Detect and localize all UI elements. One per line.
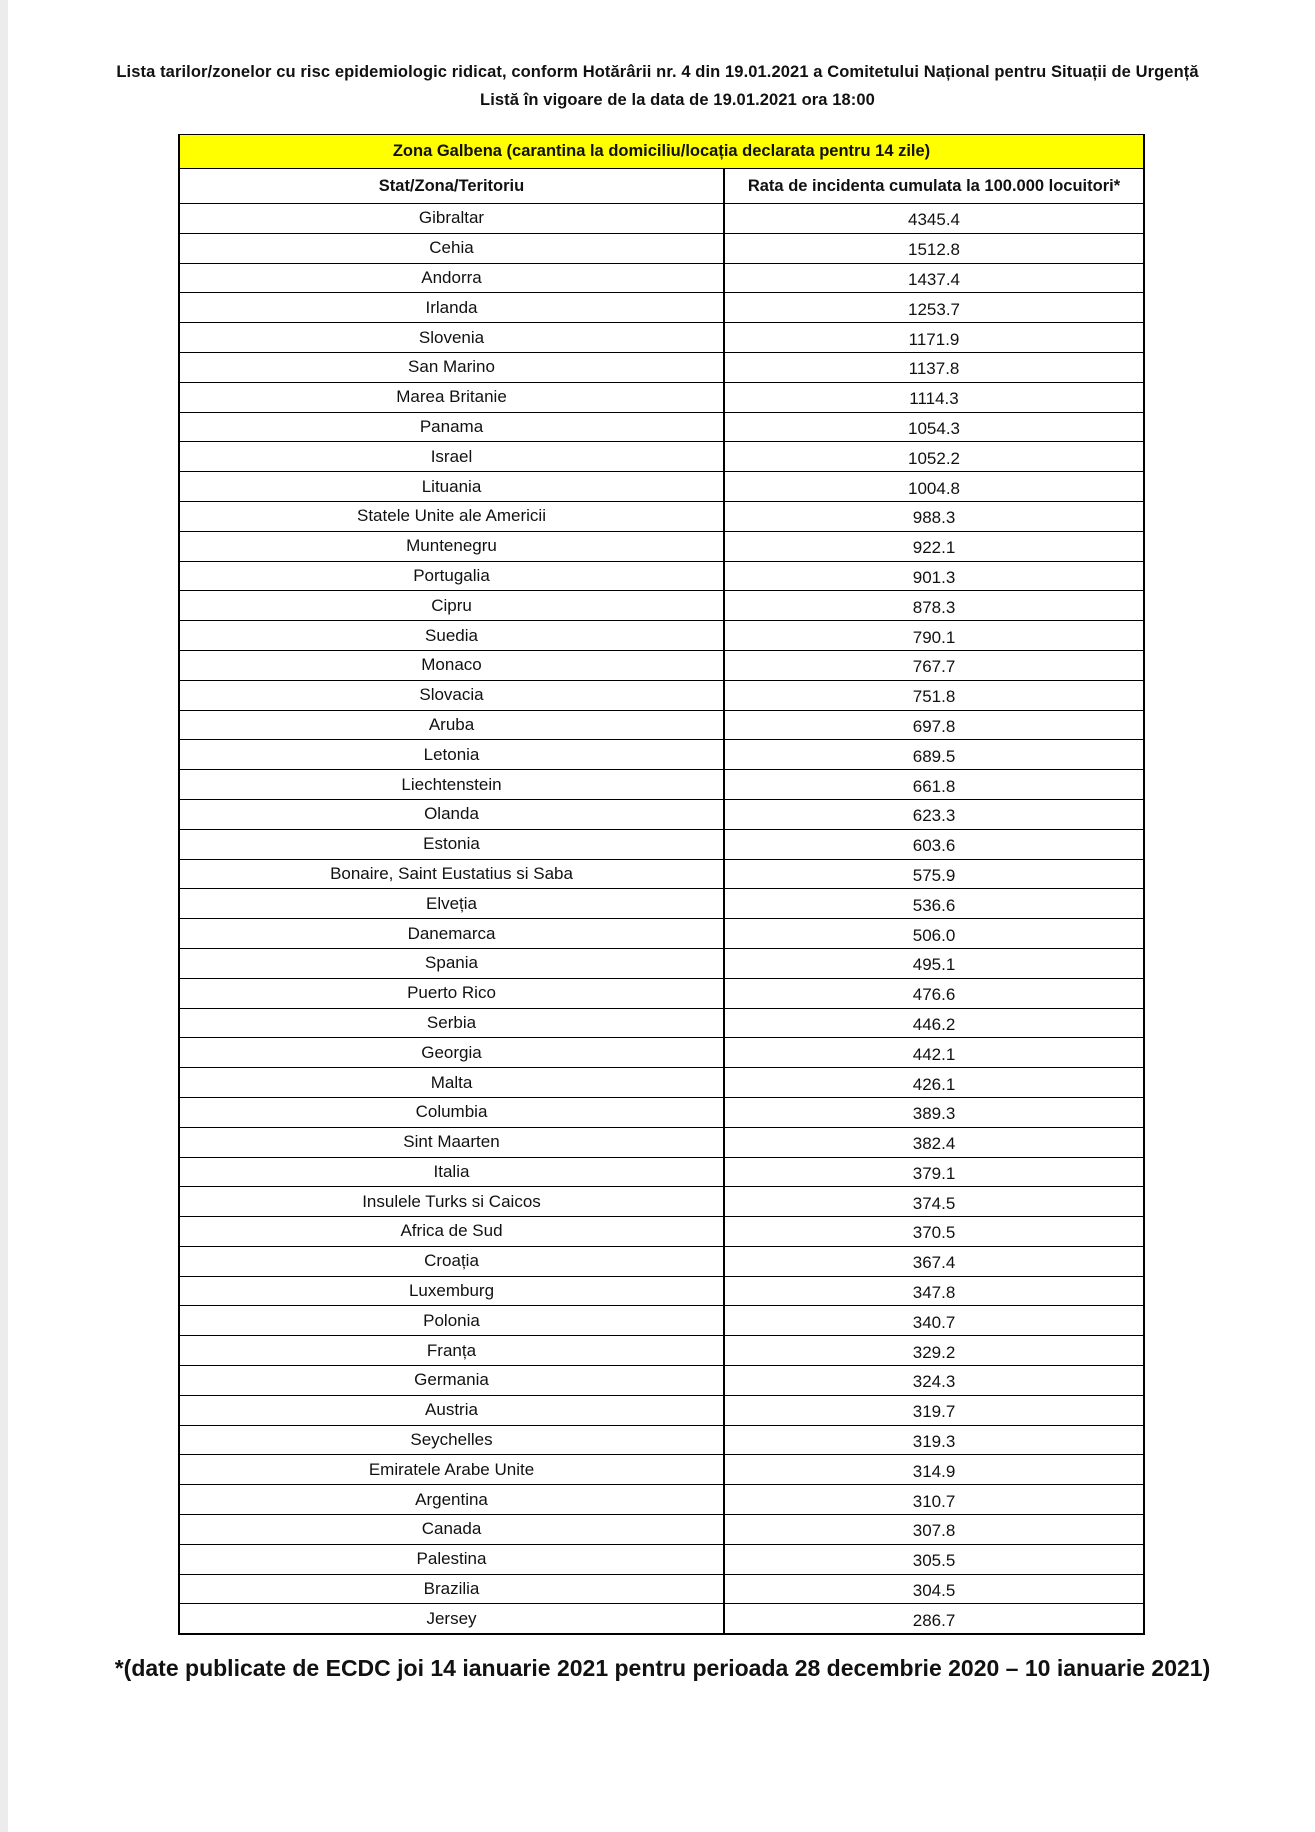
incidence-rate-cell: 1253.7 bbox=[724, 293, 1144, 323]
table-row bbox=[179, 978, 1144, 1008]
table-row bbox=[179, 501, 1144, 531]
table-row bbox=[179, 1574, 1144, 1604]
incidence-rate-cell: 446.2 bbox=[724, 1008, 1144, 1038]
column-header-row bbox=[179, 169, 1144, 204]
country-name-cell: Olanda bbox=[179, 799, 724, 829]
country-name-cell: Bonaire, Saint Eustatius si Saba bbox=[179, 859, 724, 889]
table-row bbox=[179, 919, 1144, 949]
country-name-cell: Gibraltar bbox=[179, 204, 724, 234]
country-name-cell: Muntenegru bbox=[179, 531, 724, 561]
table-row bbox=[179, 859, 1144, 889]
table-row bbox=[179, 740, 1144, 770]
country-name-cell: Portugalia bbox=[179, 561, 724, 591]
table-row bbox=[179, 1008, 1144, 1038]
country-name-cell: Canada bbox=[179, 1515, 724, 1545]
incidence-rate-cell: 382.4 bbox=[724, 1127, 1144, 1157]
country-name-cell: Panama bbox=[179, 412, 724, 442]
incidence-rate-cell: 389.3 bbox=[724, 1097, 1144, 1127]
country-name-cell: Columbia bbox=[179, 1097, 724, 1127]
table-row bbox=[179, 591, 1144, 621]
incidence-rate-cell: 922.1 bbox=[724, 531, 1144, 561]
incidence-rate-cell: 367.4 bbox=[724, 1246, 1144, 1276]
incidence-rate-cell: 379.1 bbox=[724, 1157, 1144, 1187]
country-name-cell: Danemarca bbox=[179, 919, 724, 949]
incidence-rate-cell: 314.9 bbox=[724, 1455, 1144, 1485]
country-name-cell: Georgia bbox=[179, 1038, 724, 1068]
country-name-cell: Spania bbox=[179, 948, 724, 978]
incidence-rate-cell: 689.5 bbox=[724, 740, 1144, 770]
country-name-cell: Malta bbox=[179, 1068, 724, 1098]
column-header-country: Stat/Zona/Teritoriu bbox=[179, 169, 724, 204]
table-row bbox=[179, 561, 1144, 591]
country-name-cell: Seychelles bbox=[179, 1425, 724, 1455]
table-row bbox=[179, 1276, 1144, 1306]
table-row bbox=[179, 1068, 1144, 1098]
table-row bbox=[179, 1366, 1144, 1396]
table-row bbox=[179, 650, 1144, 680]
incidence-rate-cell: 476.6 bbox=[724, 978, 1144, 1008]
document-subtitle: Listă în vigoare de la data de 19.01.2021 ora 18:00 bbox=[480, 91, 875, 109]
incidence-rate-cell: 536.6 bbox=[724, 889, 1144, 919]
country-name-cell: Africa de Sud bbox=[179, 1217, 724, 1247]
country-name-cell: Argentina bbox=[179, 1485, 724, 1515]
table-row bbox=[179, 1395, 1144, 1425]
incidence-rate-cell: 310.7 bbox=[724, 1485, 1144, 1515]
incidence-rate-cell: 603.6 bbox=[724, 829, 1144, 859]
country-name-cell: Serbia bbox=[179, 1008, 724, 1038]
incidence-rate-cell: 1114.3 bbox=[724, 382, 1144, 412]
incidence-rate-cell: 324.3 bbox=[724, 1366, 1144, 1396]
incidence-rate-cell: 1137.8 bbox=[724, 352, 1144, 382]
country-name-cell: Emiratele Arabe Unite bbox=[179, 1455, 724, 1485]
country-name-cell: Estonia bbox=[179, 829, 724, 859]
country-name-cell: Irlanda bbox=[179, 293, 724, 323]
incidence-rate-cell: 1171.9 bbox=[724, 323, 1144, 353]
country-name-cell: Brazilia bbox=[179, 1574, 724, 1604]
country-name-cell: Luxemburg bbox=[179, 1276, 724, 1306]
table-body bbox=[179, 204, 1144, 1635]
table-row bbox=[179, 889, 1144, 919]
table-row bbox=[179, 382, 1144, 412]
incidence-rate-cell: 374.5 bbox=[724, 1187, 1144, 1217]
table-row bbox=[179, 680, 1144, 710]
incidence-rate-cell: 370.5 bbox=[724, 1217, 1144, 1247]
incidence-rate-cell: 319.7 bbox=[724, 1395, 1144, 1425]
incidence-rate-cell: 697.8 bbox=[724, 710, 1144, 740]
table-row bbox=[179, 1246, 1144, 1276]
country-name-cell: Slovacia bbox=[179, 680, 724, 710]
table-row bbox=[179, 1127, 1144, 1157]
country-name-cell: Franța bbox=[179, 1336, 724, 1366]
table-row bbox=[179, 531, 1144, 561]
country-name-cell: San Marino bbox=[179, 352, 724, 382]
country-name-cell: Cehia bbox=[179, 233, 724, 263]
table-row bbox=[179, 770, 1144, 800]
table-row bbox=[179, 1217, 1144, 1247]
table-row bbox=[179, 412, 1144, 442]
country-name-cell: Slovenia bbox=[179, 323, 724, 353]
country-name-cell: Andorra bbox=[179, 263, 724, 293]
incidence-rate-cell: 901.3 bbox=[724, 561, 1144, 591]
table-row bbox=[179, 352, 1144, 382]
country-name-cell: Marea Britanie bbox=[179, 382, 724, 412]
table-row bbox=[179, 1187, 1144, 1217]
table-row bbox=[179, 293, 1144, 323]
zone-title-row bbox=[179, 135, 1144, 169]
incidence-rate-cell: 790.1 bbox=[724, 621, 1144, 651]
table-row bbox=[179, 233, 1144, 263]
incidence-rate-cell: 495.1 bbox=[724, 948, 1144, 978]
table-row bbox=[179, 472, 1144, 502]
table-row bbox=[179, 1485, 1144, 1515]
country-name-cell: Italia bbox=[179, 1157, 724, 1187]
incidence-rate-cell: 751.8 bbox=[724, 680, 1144, 710]
table-row bbox=[179, 1097, 1144, 1127]
table-row bbox=[179, 1604, 1144, 1634]
incidence-rate-cell: 506.0 bbox=[724, 919, 1144, 949]
footnote: *(date publicate de ECDC joi 14 ianuarie 2021 pentru perioada 28 decembrie 2020 – 10 ianuarie 2021) bbox=[114, 1655, 1211, 1681]
country-name-cell: Israel bbox=[179, 442, 724, 472]
country-name-cell: Palestina bbox=[179, 1544, 724, 1574]
country-name-cell: Liechtenstein bbox=[179, 770, 724, 800]
country-name-cell: Germania bbox=[179, 1366, 724, 1396]
column-header-rate: Rata de incidenta cumulata la 100.000 locuitori* bbox=[724, 169, 1144, 204]
incidence-rate-cell: 1004.8 bbox=[724, 472, 1144, 502]
table-row bbox=[179, 442, 1144, 472]
table-row bbox=[179, 1515, 1144, 1545]
table-row bbox=[179, 1455, 1144, 1485]
country-name-cell: Jersey bbox=[179, 1604, 724, 1634]
country-name-cell: Aruba bbox=[179, 710, 724, 740]
table-row bbox=[179, 1336, 1144, 1366]
table-row bbox=[179, 1038, 1144, 1068]
country-name-cell: Puerto Rico bbox=[179, 978, 724, 1008]
incidence-rate-cell: 1437.4 bbox=[724, 263, 1144, 293]
table-row bbox=[179, 1425, 1144, 1455]
table-row bbox=[179, 621, 1144, 651]
incidence-rate-cell: 286.7 bbox=[724, 1604, 1144, 1634]
incidence-rate-cell: 661.8 bbox=[724, 770, 1144, 800]
table-row bbox=[179, 323, 1144, 353]
yellow-zone-table bbox=[178, 134, 1145, 1635]
incidence-rate-cell: 575.9 bbox=[724, 859, 1144, 889]
table-row bbox=[179, 1306, 1144, 1336]
table-row bbox=[179, 829, 1144, 859]
page-margin-strip bbox=[0, 0, 8, 1832]
zone-title: Zona Galbena (carantina la domiciliu/locația declarata pentru 14 zile) bbox=[179, 135, 1144, 169]
incidence-rate-cell: 305.5 bbox=[724, 1544, 1144, 1574]
incidence-rate-cell: 347.8 bbox=[724, 1276, 1144, 1306]
country-name-cell: Lituania bbox=[179, 472, 724, 502]
incidence-rate-cell: 340.7 bbox=[724, 1306, 1144, 1336]
country-name-cell: Statele Unite ale Americii bbox=[179, 501, 724, 531]
country-name-cell: Letonia bbox=[179, 740, 724, 770]
incidence-rate-cell: 623.3 bbox=[724, 799, 1144, 829]
incidence-rate-cell: 319.3 bbox=[724, 1425, 1144, 1455]
table-row bbox=[179, 948, 1144, 978]
incidence-rate-cell: 4345.4 bbox=[724, 204, 1144, 234]
incidence-rate-cell: 442.1 bbox=[724, 1038, 1144, 1068]
document-title: Lista tarilor/zonelor cu risc epidemiologic ridicat, conform Hotărârii nr. 4 din 19.01.2021 a Comitetului Național pentru Situații de Urgență bbox=[116, 63, 1199, 81]
incidence-rate-cell: 304.5 bbox=[724, 1574, 1144, 1604]
table-row bbox=[179, 1157, 1144, 1187]
incidence-rate-cell: 1512.8 bbox=[724, 233, 1144, 263]
country-name-cell: Croația bbox=[179, 1246, 724, 1276]
document-header bbox=[0, 58, 1315, 114]
incidence-rate-cell: 307.8 bbox=[724, 1515, 1144, 1545]
incidence-rate-cell: 1052.2 bbox=[724, 442, 1144, 472]
table-row bbox=[179, 1544, 1144, 1574]
table-row bbox=[179, 263, 1144, 293]
incidence-rate-cell: 329.2 bbox=[724, 1336, 1144, 1366]
country-name-cell: Polonia bbox=[179, 1306, 724, 1336]
country-name-cell: Monaco bbox=[179, 650, 724, 680]
incidence-rate-cell: 1054.3 bbox=[724, 412, 1144, 442]
country-name-cell: Insulele Turks si Caicos bbox=[179, 1187, 724, 1217]
country-name-cell: Elveția bbox=[179, 889, 724, 919]
country-name-cell: Sint Maarten bbox=[179, 1127, 724, 1157]
country-name-cell: Suedia bbox=[179, 621, 724, 651]
table-row bbox=[179, 710, 1144, 740]
country-name-cell: Cipru bbox=[179, 591, 724, 621]
incidence-rate-cell: 426.1 bbox=[724, 1068, 1144, 1098]
table-row bbox=[179, 799, 1144, 829]
incidence-rate-cell: 878.3 bbox=[724, 591, 1144, 621]
country-name-cell: Austria bbox=[179, 1395, 724, 1425]
incidence-rate-cell: 767.7 bbox=[724, 650, 1144, 680]
table-row bbox=[179, 204, 1144, 234]
incidence-rate-cell: 988.3 bbox=[724, 501, 1144, 531]
